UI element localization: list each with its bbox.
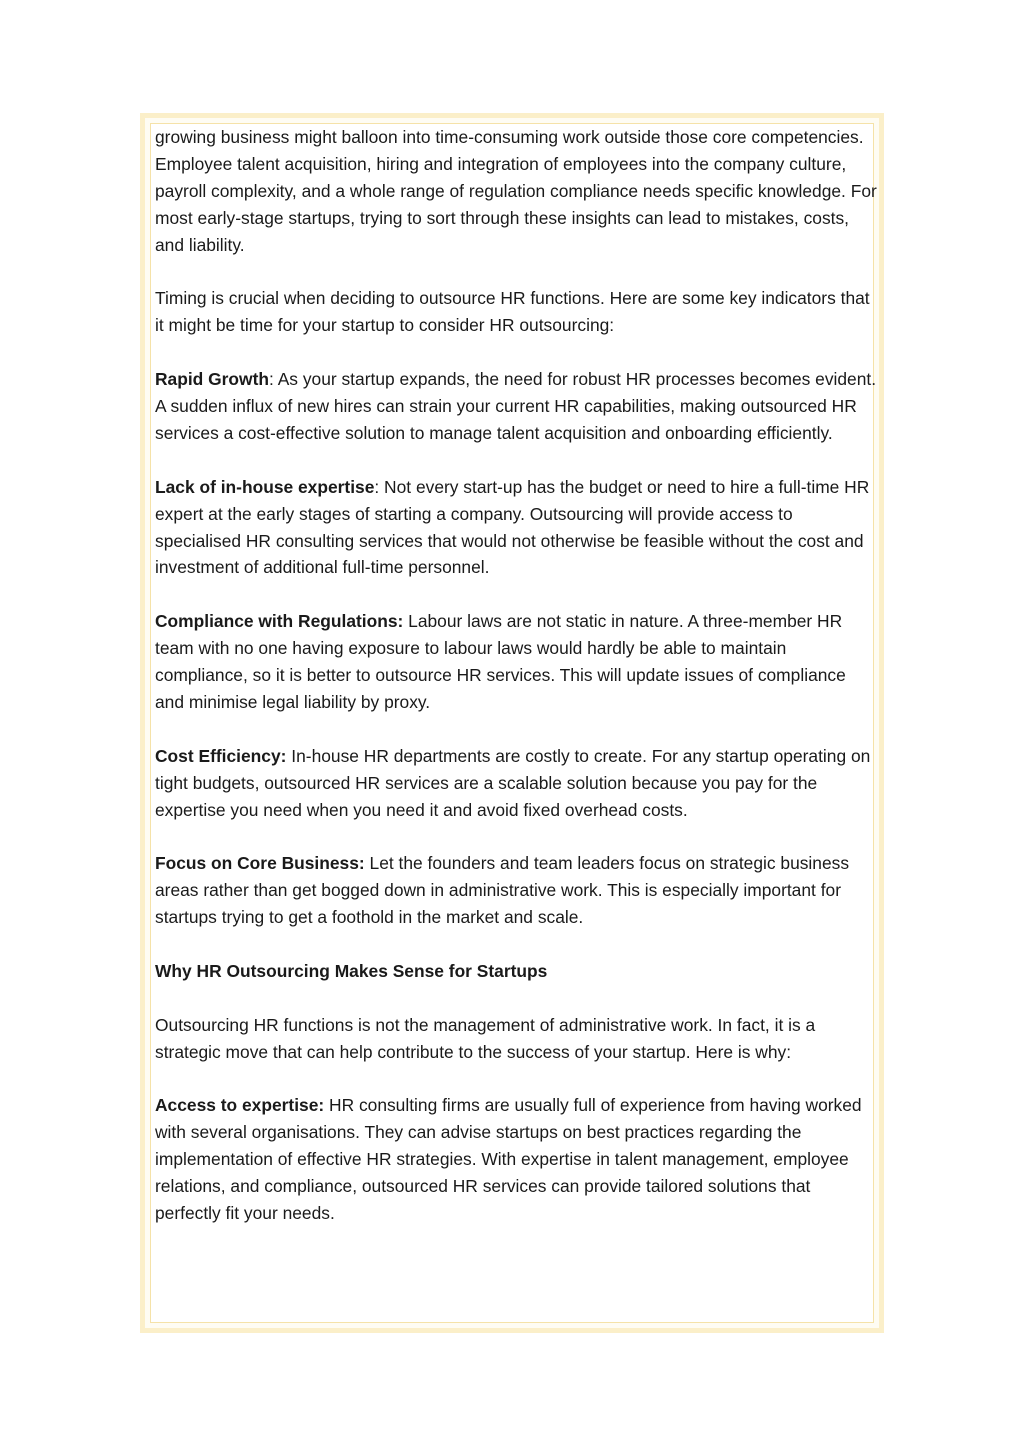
paragraph-text: Let the founders and team leaders focus on strategic business areas rather than get bogged down in administrative work. This is especially important for startups trying to get a foothold in the market and scale. [155, 853, 850, 928]
section-heading: Why HR Outsourcing Makes Sense for Startups [155, 960, 548, 981]
paragraph-text: In-house HR departments are costly to create. For any startup operating on tight budgets, outsourced HR services are a scalable solution because you pay for the expertise you need when you need it and avoid fixed overhead costs. [155, 745, 871, 820]
paragraph-text: growing business might balloon into time-consuming work outside those core competencies. Employee talent acquisition, hiring and integration of employees into the company culture, payroll complexity, and a whole range of regulation compliance needs specific knowledge. For most early-stage startups, trying to sort through these insights can lead to mistakes, costs, and liability. [155, 127, 877, 255]
paragraph-focus-core [155, 850, 877, 931]
section-heading-why-hr-outsourcing [155, 958, 877, 985]
paragraph-lack-of-expertise [155, 474, 877, 582]
paragraph-heading: Focus on Core Business: [155, 853, 365, 874]
paragraph-strategic-move [155, 1012, 877, 1066]
paragraph-text: : As your startup expands, the need for robust HR processes becomes evident. A sudden influx of new hires can strain your current HR capabilities, making outsourced HR services a cost-effective solution to manage talent acquisition and onboarding efficiently. [155, 369, 877, 443]
paragraph-compliance [155, 608, 877, 716]
paragraph-text: : Not every start-up has the budget or need to hire a full-time HR expert at the early stages of starting a company. Outsourcing will provide access to specialised HR consulting services that would not otherwise be feasible without the cost and investment of additional full-time personnel. [155, 476, 870, 578]
paragraph-text: Outsourcing HR functions is not the management of administrative work. In fact, it is a strategic move that can help contribute to the success of your startup. Here is why: [155, 1014, 816, 1062]
paragraph-timing [155, 285, 877, 339]
paragraph-cost-efficiency [155, 743, 877, 824]
document-body [155, 124, 877, 1254]
paragraph-text: Timing is crucial when deciding to outsource HR functions. Here are some key indicators that it might be time for your startup to consider HR outsourcing: [155, 288, 870, 336]
paragraph-rapid-growth [155, 366, 877, 447]
paragraph-intro-continued [155, 124, 877, 259]
paragraph-heading: Cost Efficiency: [155, 745, 287, 766]
paragraph-heading: Compliance with Regulations: [155, 611, 404, 632]
paragraph-text: HR consulting firms are usually full of experience from having worked with several organisations. They can advise startups on best practices regarding the implementation of effective HR strategies. With expertise in talent management, employee relations, and compliance, outsourced HR services can provide tailored solutions that perfectly fit your needs. [155, 1095, 862, 1224]
paragraph-access-expertise [155, 1092, 877, 1227]
paragraph-text: Labour laws are not static in nature. A three-member HR team with no one having exposure to labour laws would hardly be able to maintain compliance, so it is better to outsource HR services. This will update issues of compliance and minimise legal liability by proxy. [155, 611, 846, 712]
paragraph-heading: Lack of in-house expertise [155, 476, 375, 497]
paragraph-heading: Rapid Growth [155, 369, 269, 390]
paragraph-heading: Access to expertise: [155, 1095, 325, 1116]
